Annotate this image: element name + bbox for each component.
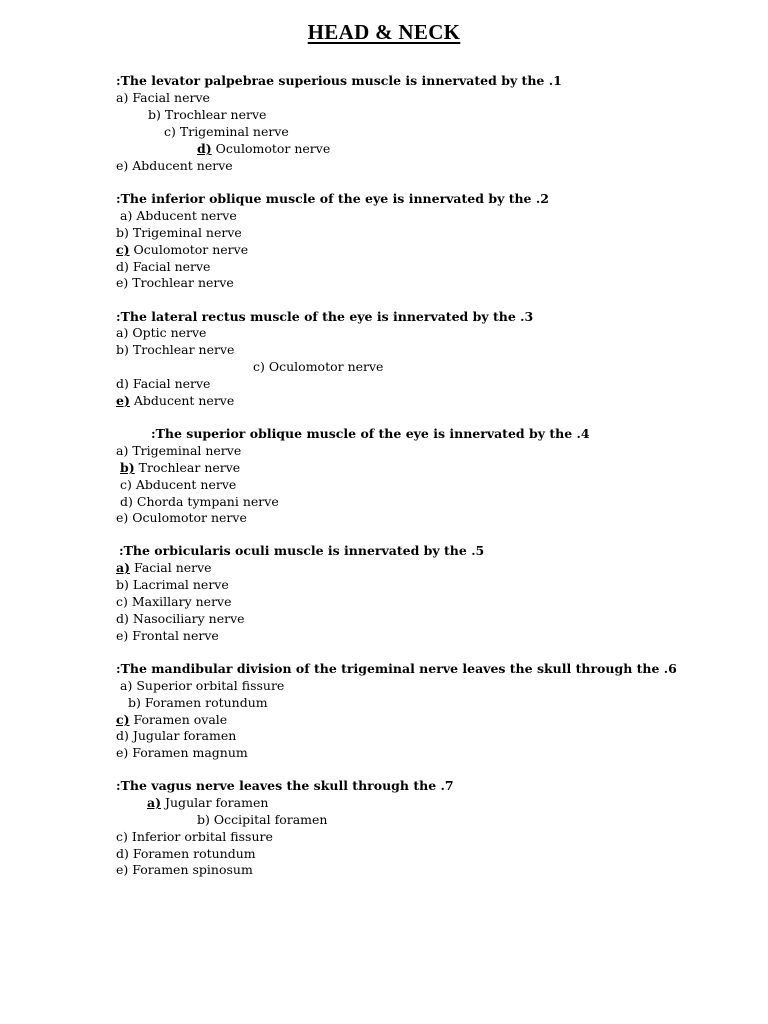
page-title (0, 20, 768, 45)
option-text: Trochlear nerve (164, 107, 267, 122)
option-letter: e) (116, 275, 129, 290)
option-letter: e) (116, 628, 129, 643)
option-letter: e) (116, 510, 129, 525)
option-letter: d) (116, 846, 129, 861)
option-text: Foramen spinosum (132, 862, 253, 877)
option-2a (120, 207, 237, 224)
option-letter: b) (148, 107, 161, 122)
question-stem-2: :The inferior oblique muscle of the eye is innervated by the .2 (116, 191, 549, 206)
option-text: Lacrimal nerve (132, 577, 229, 592)
option-7c (116, 828, 273, 845)
option-2b (116, 224, 242, 241)
option-3c (253, 358, 383, 375)
option-2d (116, 258, 210, 275)
option-text: Oculomotor nerve (132, 510, 247, 525)
option-6e (116, 744, 248, 761)
option-letter: a) (116, 90, 129, 105)
page-title-text: HEAD & NECK (307, 20, 461, 44)
option-text: Jugular foramen (132, 728, 237, 743)
option-7a (147, 794, 268, 811)
question-stem-7: :The vagus nerve leaves the skull through the .7 (116, 778, 454, 793)
answer-letter: b) (120, 460, 135, 475)
option-letter: a) (116, 443, 129, 458)
option-4e (116, 509, 247, 526)
answer-letter: c) (116, 712, 130, 727)
option-text: Superior orbital fissure (136, 678, 285, 693)
option-text: Facial nerve (132, 376, 211, 391)
option-1e (116, 157, 233, 174)
option-text: Foramen rotundum (132, 846, 256, 861)
option-letter: a) (120, 208, 133, 223)
option-7b (197, 811, 327, 828)
option-text: Optic nerve (132, 325, 207, 340)
option-text: Foramen magnum (132, 745, 248, 760)
option-5e (116, 627, 219, 644)
option-letter: c) (120, 477, 132, 492)
option-text: Trochlear nerve (138, 460, 241, 475)
option-text: Facial nerve (132, 90, 210, 105)
option-letter: c) (253, 359, 265, 374)
option-text: Maxillary nerve (131, 594, 232, 609)
option-6a (120, 677, 284, 694)
option-text: Jugular foramen (165, 795, 269, 810)
option-2c (116, 241, 248, 258)
option-text: Trochlear nerve (132, 275, 234, 290)
question-stem-6: :The mandibular division of the trigeminal nerve leaves the skull through the .6 (116, 661, 677, 676)
option-text: Trochlear nerve (132, 342, 235, 357)
option-6b (128, 694, 268, 711)
option-4b (120, 459, 240, 476)
option-5d (116, 610, 245, 627)
option-text: Trigeminal nerve (179, 124, 289, 139)
option-6c (116, 711, 227, 728)
option-text: Chorda tympani nerve (136, 494, 279, 509)
option-1d (197, 140, 330, 157)
option-letter: a) (116, 325, 129, 340)
question-stem-4: :The superior oblique muscle of the eye is innervated by the .4 (151, 426, 590, 441)
option-2e (116, 274, 234, 291)
question-stem-5: :The orbicularis oculi muscle is innervated by the .5 (119, 543, 485, 558)
question-stem-3: :The lateral rectus muscle of the eye is innervated by the .3 (116, 309, 534, 324)
option-5c (116, 593, 232, 610)
option-text: Abducent nerve (136, 208, 237, 223)
option-4c (120, 476, 236, 493)
option-7d (116, 845, 256, 862)
option-text: Facial nerve (132, 259, 211, 274)
option-4a (116, 442, 241, 459)
option-text: Nasociliary nerve (132, 611, 245, 626)
option-1b (148, 106, 266, 123)
answer-letter: a) (147, 795, 162, 810)
option-3a (116, 324, 206, 341)
option-text: Inferior orbital fissure (131, 829, 273, 844)
option-letter: c) (116, 594, 128, 609)
option-7e (116, 861, 253, 878)
option-text: Facial nerve (134, 560, 212, 575)
option-letter: e) (116, 158, 129, 173)
option-text: Foramen ovale (133, 712, 228, 727)
option-4d (120, 493, 279, 510)
option-text: Abducent nerve (132, 158, 233, 173)
answer-letter: d) (197, 141, 212, 156)
option-letter: b) (116, 225, 129, 240)
option-letter: c) (116, 829, 128, 844)
option-letter: b) (116, 577, 129, 592)
option-text: Trigeminal nerve (132, 225, 242, 240)
option-letter: e) (116, 745, 129, 760)
option-text: Oculomotor nerve (133, 242, 249, 257)
answer-letter: e) (116, 393, 130, 408)
option-1c (164, 123, 289, 140)
option-letter: d) (116, 376, 129, 391)
option-letter: e) (116, 862, 129, 877)
option-text: Frontal nerve (132, 628, 219, 643)
option-letter: b) (197, 812, 210, 827)
option-letter: b) (128, 695, 141, 710)
option-letter: d) (116, 728, 129, 743)
option-letter: b) (116, 342, 129, 357)
option-5b (116, 576, 229, 593)
option-letter: d) (116, 259, 129, 274)
option-text: Abducent nerve (133, 393, 235, 408)
option-text: Foramen rotundum (144, 695, 268, 710)
option-letter: c) (164, 124, 176, 139)
option-text: Oculomotor nerve (268, 359, 384, 374)
option-3d (116, 375, 210, 392)
option-text: Abducent nerve (135, 477, 237, 492)
option-text: Oculomotor nerve (215, 141, 331, 156)
option-letter: d) (120, 494, 133, 509)
option-letter: d) (116, 611, 129, 626)
option-3b (116, 341, 234, 358)
option-text: Trigeminal nerve (132, 443, 242, 458)
option-text: Occipital foramen (213, 812, 328, 827)
option-3e (116, 392, 234, 409)
option-6d (116, 727, 236, 744)
answer-letter: c) (116, 242, 130, 257)
option-1a (116, 89, 210, 106)
option-5a (116, 559, 212, 576)
question-stem-1: :The levator palpebrae superious muscle is innervated by the .1 (116, 73, 562, 88)
answer-letter: a) (116, 560, 131, 575)
option-letter: a) (120, 678, 133, 693)
